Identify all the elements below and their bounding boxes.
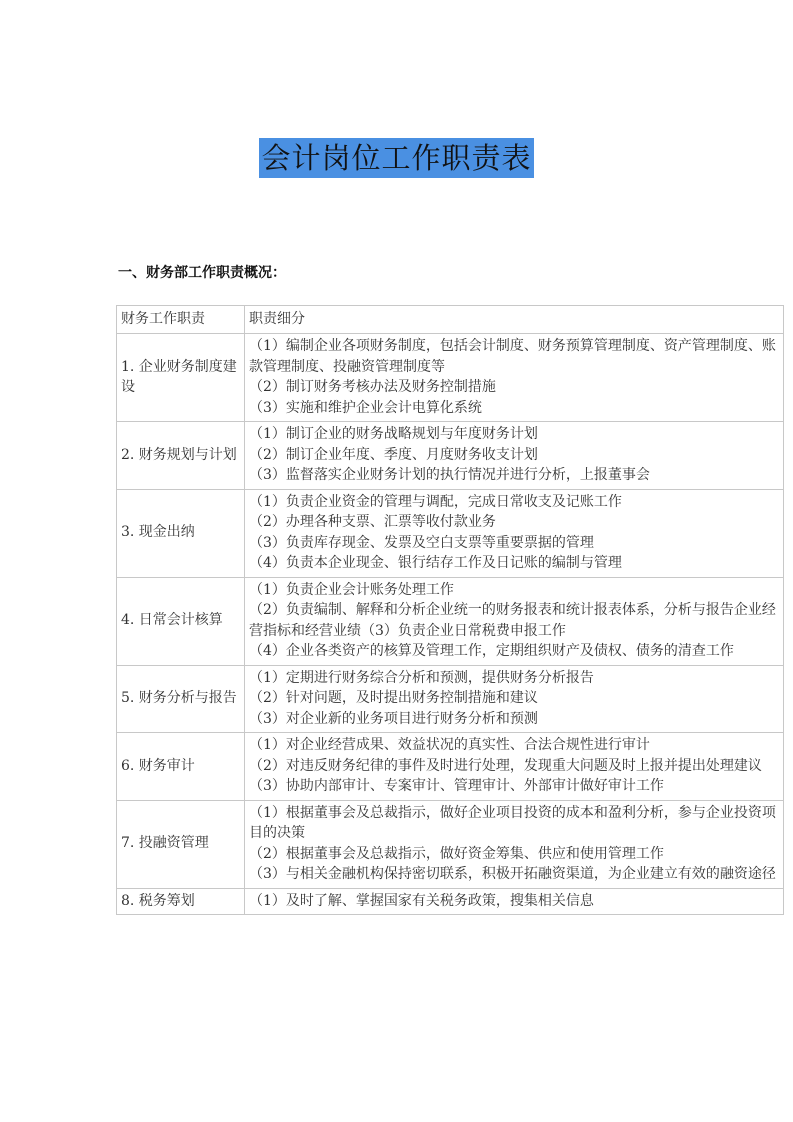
- duty-detail-line: （1）制订企业的财务战略规划与年度财务计划: [249, 426, 538, 442]
- table-header-row: [117, 306, 784, 334]
- duty-details: [245, 800, 784, 888]
- duty-detail-line: （2）针对问题，及时提出财务控制措施和建议: [249, 690, 538, 706]
- duty-detail-line: （1）根据董事会及总裁指示，做好企业项目投资的成本和盈利分析，参与企业投资项目的决策: [249, 804, 776, 841]
- table-row: [117, 800, 784, 888]
- duty-detail-line: （3）监督落实企业财务计划的执行情况并进行分析，上报董事会: [249, 467, 650, 483]
- duty-category: 4. 日常会计核算: [117, 577, 245, 665]
- header-category: 财务工作职责: [117, 306, 245, 334]
- table-row: [117, 489, 784, 577]
- duty-detail-line: （3）实施和维护企业会计电算化系统: [249, 399, 482, 416]
- table-row: [117, 577, 784, 665]
- duty-detail-line: （3）与相关金融机构保持密切联系，积极开拓融资渠道，为企业建立有效的融资途径: [249, 866, 776, 882]
- table-row: [117, 334, 784, 422]
- duties-table: [116, 305, 784, 915]
- duty-detail-line: （2）根据董事会及总裁指示，做好资金筹集、供应和使用管理工作: [249, 845, 664, 862]
- duty-detail-line: （1）编制企业各项财务制度，包括会计制度、财务预算管理制度、资产管理制度、账款管理制度、投融资管理制度等: [249, 338, 776, 375]
- duty-detail-line: （1）负责企业会计账务处理工作: [249, 581, 454, 598]
- duty-detail-line: （3）负责库存现金、发票及空白支票等重要票据的管理: [249, 534, 594, 551]
- table-row: [117, 888, 784, 915]
- duty-detail-line: （1）及时了解、掌握国家有关税务政策，搜集相关信息: [249, 892, 594, 909]
- duty-category: 8. 税务筹划: [117, 888, 245, 915]
- duty-details: [245, 665, 784, 733]
- duty-category: 6. 财务审计: [117, 733, 245, 801]
- section-heading: 一、财务部工作职责概况：: [118, 265, 286, 281]
- duty-details: [245, 334, 784, 422]
- duty-details: [245, 577, 784, 665]
- duty-detail-line: （3）协助内部审计、专案审计、管理审计、外部审计做好审计工作: [249, 778, 664, 794]
- duty-details: [245, 489, 784, 577]
- duty-detail-line: （3）对企业新的业务项目进行财务分析和预测: [249, 710, 538, 727]
- duty-detail-line: （1）负责企业资金的管理与调配，完成日常收支及记账工作: [249, 493, 622, 510]
- duty-detail-line: （4）企业各类资产的核算及管理工作，定期组织财产及债权、债务的清查工作: [249, 643, 734, 659]
- duty-detail-line: （4）负责本企业现金、银行结存工作及日记账的编制与管理: [249, 555, 622, 571]
- duty-detail-line: （2）负责编制、解释和分析企业统一的财务报表和统计报表体系，分析与报告企业经营指标和经营业绩（3）负责企业日常税费申报工作: [249, 602, 776, 639]
- duty-category: 1. 企业财务制度建设: [117, 334, 245, 422]
- duty-detail-line: （1）对企业经营成果、效益状况的真实性、合法合规性进行审计: [249, 737, 650, 753]
- duty-detail-line: （2）对违反财务纪律的事件及时进行处理，发现重大问题及时上报并提出处理建议: [249, 757, 762, 774]
- duty-detail-line: （1）定期进行财务综合分析和预测，提供财务分析报告: [249, 669, 594, 686]
- duty-category: 7. 投融资管理: [117, 800, 245, 888]
- duty-details: [245, 422, 784, 490]
- duty-category: 5. 财务分析与报告: [117, 665, 245, 733]
- duty-details: [245, 888, 784, 915]
- duty-detail-line: （2）制订财务考核办法及财务控制措施: [249, 379, 496, 395]
- table-row: [117, 733, 784, 801]
- duty-detail-line: （2）制订企业年度、季度、月度财务收支计划: [249, 446, 538, 463]
- duty-detail-line: （2）办理各种支票、汇票等收付款业务: [249, 514, 496, 530]
- title-container: [0, 138, 793, 178]
- duty-category: 3. 现金出纳: [117, 489, 245, 577]
- header-details: 职责细分: [245, 306, 784, 334]
- duty-category: 2. 财务规划与计划: [117, 422, 245, 490]
- table-row: [117, 665, 784, 733]
- table-row: [117, 422, 784, 490]
- page-title: 会计岗位工作职责表: [259, 138, 533, 178]
- duty-details: [245, 733, 784, 801]
